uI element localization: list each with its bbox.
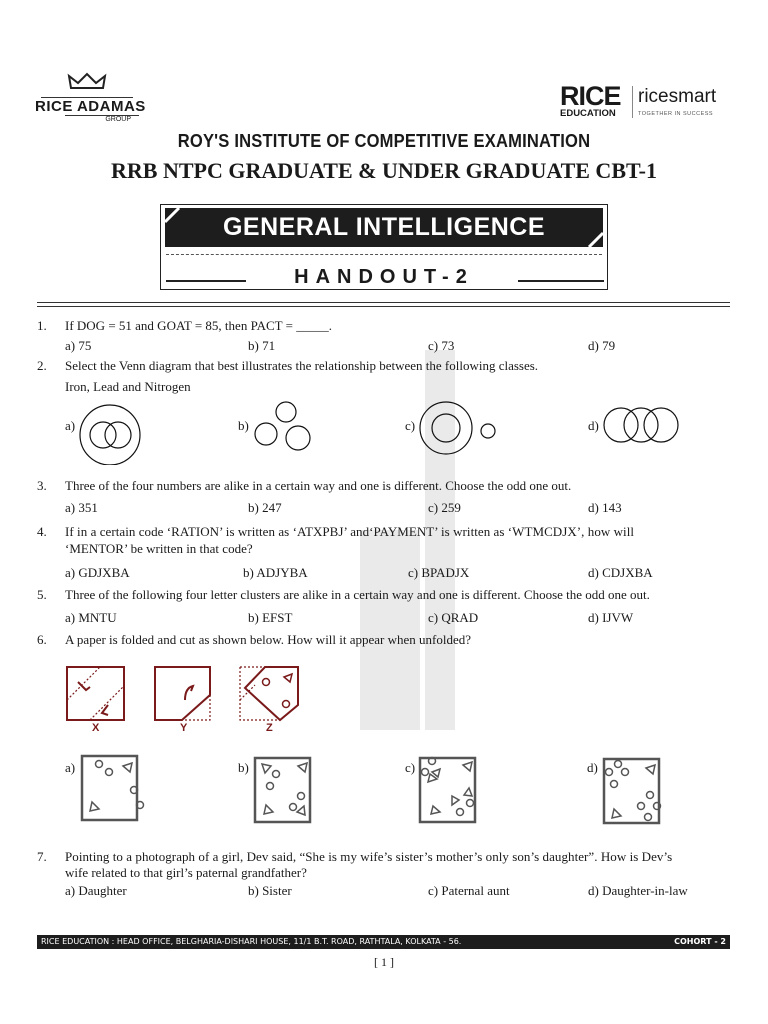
option: d) 79	[588, 338, 616, 353]
option: b) 247	[248, 500, 282, 515]
option: b) 71	[248, 338, 276, 353]
option: d) 143	[588, 500, 622, 515]
option: b) EFST	[248, 610, 293, 625]
fold-label: Y	[180, 722, 188, 734]
option: d) CDJXBA	[588, 565, 653, 580]
option: a)	[65, 418, 76, 433]
option: a)	[65, 760, 76, 775]
venn-c	[420, 402, 495, 454]
subject-title: GENERAL INTELLIGENCE	[165, 208, 603, 247]
question-text: Select the Venn diagram that best illustrates the relationship between the following classes.	[65, 358, 539, 373]
watermark-logo	[340, 330, 460, 750]
rice-adamas-logo: RICE ADAMAS GROUP	[35, 72, 139, 123]
fold-x	[67, 667, 124, 720]
divider	[166, 254, 602, 255]
option: c) BPADJX	[408, 565, 470, 580]
question-text: Iron, Lead and Nitrogen	[65, 379, 191, 394]
venn-d	[604, 408, 678, 442]
question-text: Three of the four numbers are alike in a certain way and one is different. Choose the odd one out.	[65, 478, 572, 493]
venn-a	[80, 405, 140, 465]
venn-diagrams	[0, 395, 768, 465]
fold-label: X	[92, 722, 100, 734]
band-stripes	[165, 208, 603, 247]
option: b) ADJYBA	[243, 565, 308, 580]
answer-d	[604, 759, 661, 823]
option: d)	[588, 418, 599, 433]
option: a) Daughter	[65, 883, 127, 898]
header-rule	[37, 302, 730, 307]
page-number: [ 1 ]	[374, 955, 394, 969]
option: c)	[405, 418, 416, 433]
option: c) QRAD	[428, 610, 479, 625]
rice-education-logo: RICE EDUCATION ricesmart TOGETHER IN SUCCESS	[560, 81, 717, 119]
question-text: Pointing to a photograph of a girl, Dev said, “She is my wife’s sister’s mother’s only son’s daughter”. How is Dev’s	[65, 849, 673, 864]
option: d) IJVW	[588, 610, 634, 625]
answer-b	[255, 758, 310, 822]
exam-title: RRB NTPC GRADUATE & UNDER GRADUATE CBT-1	[111, 158, 657, 183]
question-text: Three of the following four letter clusters are alike in a certain way and one is different. Choose the odd one out.	[65, 587, 650, 602]
answer-a	[82, 756, 144, 820]
option: c) 73	[428, 338, 455, 353]
institute-title: ROY'S INSTITUTE OF COMPETITIVE EXAMINATION	[177, 131, 591, 151]
option: b)	[238, 418, 249, 433]
option: a) 75	[65, 338, 92, 353]
option: d)	[587, 760, 598, 775]
footer-cohort: COHORT - 2	[674, 937, 726, 946]
option: c) Paternal aunt	[428, 883, 510, 898]
footer-address: RICE EDUCATION : HEAD OFFICE, BELGHARIA-DISHARI HOUSE, 11/1 B.T. ROAD, RATHTALA, KOLKATA - 56.	[41, 937, 462, 946]
option: b) Sister	[248, 883, 292, 898]
option: a) 351	[65, 500, 98, 515]
fold-y	[155, 667, 210, 720]
question-text: If DOG = 51 and GOAT = 85, then PACT = _____.	[65, 318, 332, 333]
option: a) GDJXBA	[65, 565, 130, 580]
footer-bar	[37, 935, 730, 949]
option: b)	[238, 760, 249, 775]
handout-label: HANDOUT-2	[294, 266, 474, 288]
question-text: ‘MENTOR’ be written in that code?	[65, 541, 253, 556]
question-text: A paper is folded and cut as shown below. How will it appear when unfolded?	[65, 632, 472, 647]
venn-b	[255, 402, 310, 450]
fold-label: Z	[266, 722, 273, 734]
crown-icon	[67, 72, 107, 92]
question-text: wife related to that girl’s paternal grandfather?	[65, 865, 307, 880]
option: c) 259	[428, 500, 461, 515]
question-text: If in a certain code ‘RATION’ is written as ‘ATXPBJ’ and‘PAYMENT’ is written as ‘WTMCDJX’, how will	[65, 524, 635, 539]
answer-figures	[0, 750, 768, 830]
option: d) Daughter-in-law	[588, 883, 688, 898]
fold-z	[240, 667, 298, 720]
option: a) MNTU	[65, 610, 117, 625]
option: c)	[405, 760, 416, 775]
answer-c	[420, 758, 475, 823]
